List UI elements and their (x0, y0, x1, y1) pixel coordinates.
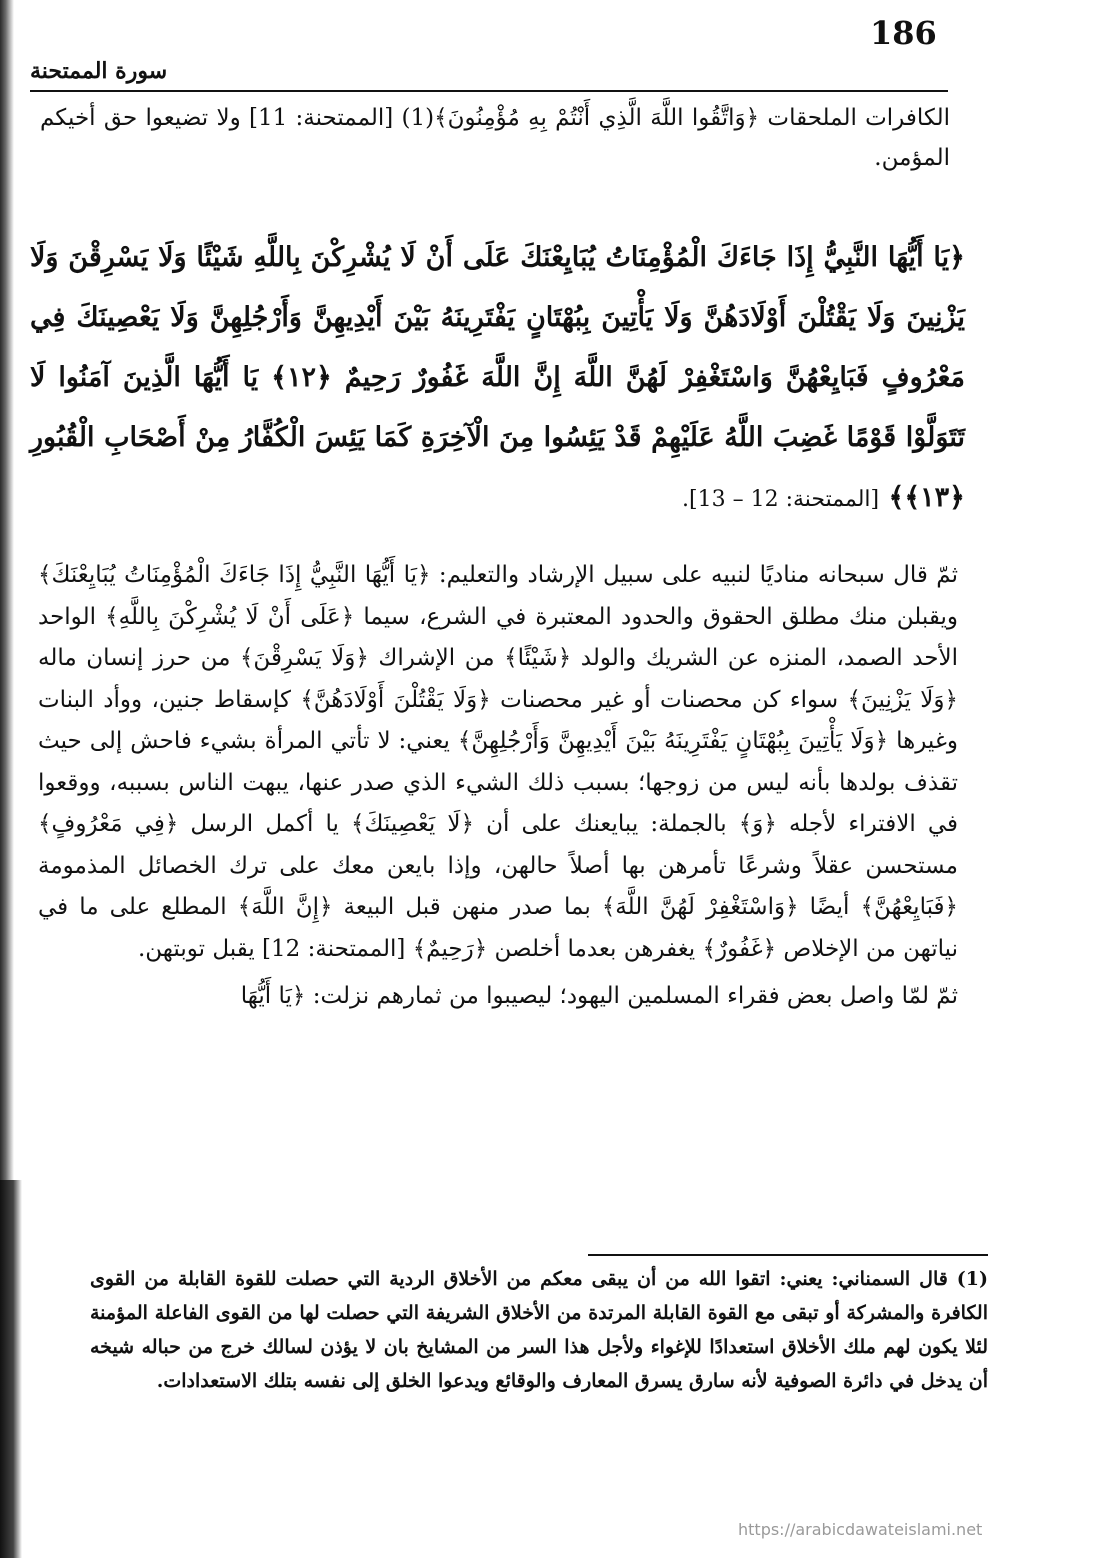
page-number: 186 (870, 14, 937, 52)
tafsir-body (38, 555, 958, 1018)
watermark-link: https://arabicdawateislami.net (738, 1520, 983, 1539)
verse-reference: [الممتحنة: 12 – 13]. (682, 487, 880, 512)
tafsir-paragraph: ثمّ لمّا واصل بعض فقراء المسلمين اليهود؛ ليصيبوا من ثمارهم نزلت: ﴿يَا أَيُّهَا (240, 983, 958, 1009)
scanned-page-edge-shadow (0, 1180, 22, 1558)
intro-paragraph: الكافرات الملحقات ﴿وَاتَّقُوا اللَّهَ الَّذِي أَنْتُمْ بِهِ مُؤْمِنُونَ﴾(1) [الممتحنة: 11] ولا تضيعوا حق أخيكم المؤمن. (40, 105, 950, 171)
header-divider (30, 90, 948, 92)
quran-verse-block (30, 228, 965, 530)
quran-verse-text: ﴿يَا أَيُّهَا النَّبِيُّ إِذَا جَاءَكَ الْمُؤْمِنَاتُ يُبَايِعْنَكَ عَلَى أَنْ لَا يُشْرِكْنَ بِاللَّهِ شَيْئًا وَلَا يَسْرِقْنَ وَلَا يَزْنِينَ وَلَا يَقْتُلْنَ أَوْلَادَهُنَّ وَلَا يَأْتِينَ بِبُهْتَانٍ يَفْتَرِينَهُ بَيْنَ أَيْدِيهِنَّ وَأَرْجُلِهِنَّ وَلَا يَعْصِينَكَ فِي مَعْرُوفٍ فَبَايِعْهُنَّ وَاسْتَغْفِرْ لَهُنَّ اللَّهَ إِنَّ اللَّهَ غَفُورٌ رَحِيمٌ ﴿١٢﴾ يَا أَيُّهَا الَّذِينَ آمَنُوا لَا تَتَوَلَّوْا قَوْمًا غَضِبَ اللَّهُ عَلَيْهِمْ قَدْ يَئِسُوا مِنَ الْآخِرَةِ كَمَا يَئِسَ الْكُفَّارُ مِنْ أَصْحَابِ الْقُبُورِ ﴿١٣﴾﴾ (30, 242, 965, 513)
surah-title: سورة الممتحنة (30, 58, 168, 84)
footnote-divider (588, 1254, 988, 1256)
footnote: (1) قال السمناني: يعني: اتقوا الله من أن يبقى معكم من الأخلاق الردية التي حصلت للقوة القابلة من القوى الكافرة والمشركة أو تبقى مع القوة القابلة المرتدة من الأخلاق الشريفة التي حصلت لها من القوى الفاعلة المؤمنة لئلا يكون لهم ملك الأخلاق استعدادًا للإغواء ولأجل هذا السر من المشايخ بان لا يؤذن لسالك خرج من حباله شيخه أن يدخل في دائرة الصوفية لأنه سارق يسرق المعارف والوقائع ويدعوا الخلق إلى نفسه بتلك الاستعدادات. (90, 1268, 988, 1392)
tafsir-paragraph: ثمّ قال سبحانه مناديًا لنبيه على سبيل الإرشاد والتعليم: ﴿يَا أَيُّهَا النَّبِيُّ إِذَا جَاءَكَ الْمُؤْمِنَاتُ يُبَايِعْنَكَ﴾ ويقبلن منك مطلق الحقوق والحدود المعتبرة في الشرع، سيما ﴿عَلَى أَنْ لَا يُشْرِكْنَ بِاللَّهِ﴾ الواحد الأحد الصمد، المنزه عن الشريك والولد ﴿شَيْئًا﴾ من الإشراك ﴿وَلَا يَسْرِقْنَ﴾ من حرز إنسان ماله ﴿وَلَا يَزْنِينَ﴾ سواء كن محصنات أو غير محصنات ﴿وَلَا يَقْتُلْنَ أَوْلَادَهُنَّ﴾ كإسقاط جنين، ووأد البنات وغيرها ﴿وَلَا يَأْتِينَ بِبُهْتَانٍ يَفْتَرِينَهُ بَيْنَ أَيْدِيهِنَّ وَأَرْجُلِهِنَّ﴾ يعني: لا تأتي المرأة بشيء فاحش إلى حيث تقذف بولدها بأنه ليس من زوجها؛ بسبب ذلك الشيء الذي صدر عنها، يبهت الناس بسببه، ووقعوا في الافتراء لأجله ﴿وَ﴾ بالجملة: يبايعنك على أن ﴿لَا يَعْصِينَكَ﴾ يا أكمل الرسل ﴿فِي مَعْرُوفٍ﴾ مستحسن عقلاً وشرعًا تأمرهن بها أصلاً حالهن، وإذا بايعن معك على ترك الخصائل المذمومة ﴿فَبَايِعْهُنَّ﴾ أيضًا ﴿وَاسْتَغْفِرْ لَهُنَّ اللَّهَ﴾ بما صدر منهن قبل البيعة ﴿إِنَّ اللَّهَ﴾ المطلع على ما في نياتهن من الإخلاص ﴿غَفُورٌ﴾ يغفرهن بعدما أخلصن ﴿رَحِيمٌ﴾ [الممتحنة: 12] يقبل توبتهن. (38, 562, 959, 962)
